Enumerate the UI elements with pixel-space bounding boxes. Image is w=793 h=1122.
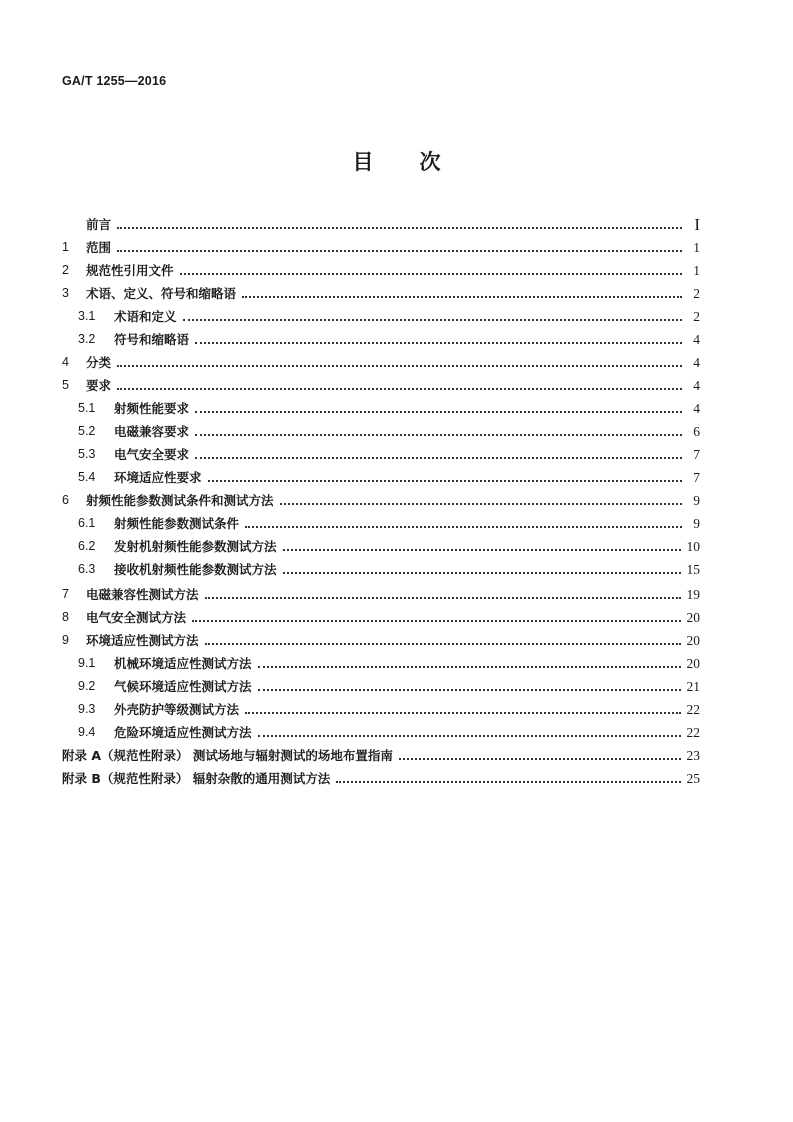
toc-entry-5-1[interactable] xyxy=(62,393,700,416)
toc-entry-number: 4 xyxy=(62,355,69,369)
toc-entry-number: 3 xyxy=(62,286,69,300)
toc-entry-number: 9 xyxy=(62,632,69,647)
toc-entry-number: 6.3 xyxy=(78,562,96,576)
dot-leader xyxy=(117,250,682,252)
toc-entry-label: 环境适应性要求 xyxy=(114,470,202,485)
toc-entry-page: 4 xyxy=(693,355,700,370)
dot-leader xyxy=(117,227,682,229)
toc-entry-label: 危险环境适应性测试方法 xyxy=(114,724,252,740)
toc-entry-6-2[interactable] xyxy=(62,531,700,554)
toc-entry-number: 9.4 xyxy=(78,724,96,739)
dot-leader xyxy=(258,735,681,737)
toc-entry-5[interactable] xyxy=(62,370,700,393)
dot-leader xyxy=(183,319,682,321)
dot-leader xyxy=(245,712,680,714)
toc-entry-label: 术语和定义 xyxy=(114,309,177,324)
toc-entry-page: 19 xyxy=(686,586,700,602)
dot-leader xyxy=(180,273,682,275)
toc-entry-page: 7 xyxy=(693,447,700,462)
toc-entry-page: 10 xyxy=(686,539,700,554)
toc-entry-label: 机械环境适应性测试方法 xyxy=(114,655,252,671)
toc-entry-appendix-b[interactable] xyxy=(62,763,700,786)
toc-entry-page: 1 xyxy=(693,240,700,255)
toc-entry-9-1[interactable] xyxy=(62,648,700,671)
dot-leader xyxy=(195,457,682,459)
toc-entry-9-2[interactable] xyxy=(62,671,700,694)
toc-entry-page: 23 xyxy=(686,747,700,763)
toc-entry-page: 2 xyxy=(693,309,700,324)
table-of-contents xyxy=(62,209,700,786)
toc-entry-number: 9.2 xyxy=(78,678,96,693)
dot-leader xyxy=(195,434,682,436)
toc-entry-page: 21 xyxy=(686,678,700,694)
toc-entry-label: 附录 B（规范性附录） 辐射杂散的通用测试方法 xyxy=(62,770,331,786)
toc-entry-5-3[interactable] xyxy=(62,439,700,462)
toc-entry-label: 射频性能要求 xyxy=(114,401,190,416)
dot-leader xyxy=(283,572,681,574)
toc-entry-number: 6 xyxy=(62,493,69,507)
dot-leader xyxy=(195,342,682,344)
toc-entry-2[interactable] xyxy=(62,255,700,278)
toc-entry-page: 22 xyxy=(686,701,700,717)
toc-entry-5-4[interactable] xyxy=(62,462,700,485)
toc-entry-number: 7 xyxy=(62,586,69,601)
toc-entry-foreword[interactable] xyxy=(62,209,700,232)
dot-leader xyxy=(280,503,682,505)
toc-entry-number: 5.1 xyxy=(78,401,96,415)
toc-entry-label: 前言 xyxy=(86,217,112,232)
toc-entry-number: 9.3 xyxy=(78,701,96,716)
toc-entry-label: 环境适应性测试方法 xyxy=(86,632,199,648)
toc-entry-label: 范围 xyxy=(86,240,112,255)
toc-entry-5-2[interactable] xyxy=(62,416,700,439)
toc-entry-page: 20 xyxy=(686,632,700,648)
toc-entry-number: 5 xyxy=(62,378,69,392)
toc-entry-label: 射频性能参数测试条件 xyxy=(114,516,240,531)
dot-leader xyxy=(258,666,681,668)
toc-entry-page: 2 xyxy=(693,286,700,301)
dot-leader xyxy=(117,365,682,367)
toc-entry-page: 4 xyxy=(693,332,700,347)
toc-entry-page: 9 xyxy=(693,493,700,508)
toc-entry-label: 要求 xyxy=(86,378,112,393)
toc-entry-number: 1 xyxy=(62,240,69,254)
toc-entry-label: 电气安全测试方法 xyxy=(86,609,187,625)
toc-entry-8[interactable] xyxy=(62,602,700,625)
dot-leader xyxy=(258,689,681,691)
toc-entry-9-3[interactable] xyxy=(62,694,700,717)
toc-entry-page: 7 xyxy=(693,470,700,485)
dot-leader xyxy=(242,296,682,298)
toc-entry-label: 分类 xyxy=(86,355,112,370)
dot-leader xyxy=(192,620,680,622)
document-id: GA/T 1255—2016 xyxy=(62,74,167,88)
toc-entry-number: 6.1 xyxy=(78,516,96,530)
toc-entry-4[interactable] xyxy=(62,347,700,370)
toc-entry-appendix-a[interactable] xyxy=(62,740,700,763)
toc-entry-label: 电磁兼容要求 xyxy=(114,424,190,439)
dot-leader xyxy=(195,411,682,413)
toc-entry-label: 规范性引用文件 xyxy=(86,263,174,278)
toc-entry-3-2[interactable] xyxy=(62,324,700,347)
toc-entry-number: 9.1 xyxy=(78,655,96,670)
dot-leader xyxy=(283,549,681,551)
toc-entry-page: 4 xyxy=(693,378,700,393)
toc-entry-label: 电磁兼容性测试方法 xyxy=(86,586,199,602)
toc-entry-page: 4 xyxy=(693,401,700,416)
toc-entry-number: 6.2 xyxy=(78,539,96,553)
toc-entry-number: 8 xyxy=(62,609,69,624)
toc-entry-number: 2 xyxy=(62,263,69,277)
toc-entry-page: 20 xyxy=(686,655,700,671)
toc-entry-label: 射频性能参数测试条件和测试方法 xyxy=(86,493,274,508)
toc-entry-page: 1 xyxy=(693,263,700,278)
toc-entry-page: 9 xyxy=(693,516,700,531)
dot-leader xyxy=(399,758,681,760)
toc-entry-number: 3.1 xyxy=(78,309,96,323)
dot-leader xyxy=(336,781,680,783)
toc-entry-page: 15 xyxy=(686,562,700,577)
toc-entry-6-3[interactable] xyxy=(62,554,700,577)
toc-entry-page: I xyxy=(694,215,700,234)
toc-entry-label: 电气安全要求 xyxy=(114,447,190,462)
toc-entry-label: 术语、定义、符号和缩略语 xyxy=(86,286,237,301)
toc-entry-9-4[interactable] xyxy=(62,717,700,740)
toc-title: 目次 xyxy=(352,150,487,174)
toc-entry-label: 发射机射频性能参数测试方法 xyxy=(114,539,277,554)
toc-entry-label: 外壳防护等级测试方法 xyxy=(114,701,240,717)
toc-entry-page: 22 xyxy=(686,724,700,740)
toc-entry-9[interactable] xyxy=(62,625,700,648)
toc-entry-label: 符号和缩略语 xyxy=(114,332,190,347)
toc-entry-number: 5.4 xyxy=(78,470,96,484)
toc-entry-number: 5.3 xyxy=(78,447,96,461)
toc-entry-7[interactable] xyxy=(62,579,700,602)
dot-leader xyxy=(205,597,681,599)
toc-entry-label: 接收机射频性能参数测试方法 xyxy=(114,562,277,577)
toc-entry-page: 20 xyxy=(686,609,700,625)
toc-entry-number: 3.2 xyxy=(78,332,96,346)
toc-entry-page: 25 xyxy=(686,770,700,786)
toc-entry-6[interactable] xyxy=(62,485,700,508)
toc-entry-3[interactable] xyxy=(62,278,700,301)
dot-leader xyxy=(208,480,682,482)
dot-leader xyxy=(245,526,682,528)
toc-entry-number: 5.2 xyxy=(78,424,96,438)
toc-entry-3-1[interactable] xyxy=(62,301,700,324)
dot-leader xyxy=(117,388,682,390)
dot-leader xyxy=(205,643,681,645)
toc-entry-label: 气候环境适应性测试方法 xyxy=(114,678,252,694)
toc-entry-label: 附录 A（规范性附录） 测试场地与辐射测试的场地布置指南 xyxy=(62,747,393,763)
toc-entry-1[interactable] xyxy=(62,232,700,255)
toc-entry-6-1[interactable] xyxy=(62,508,700,531)
toc-entry-page: 6 xyxy=(693,424,700,439)
